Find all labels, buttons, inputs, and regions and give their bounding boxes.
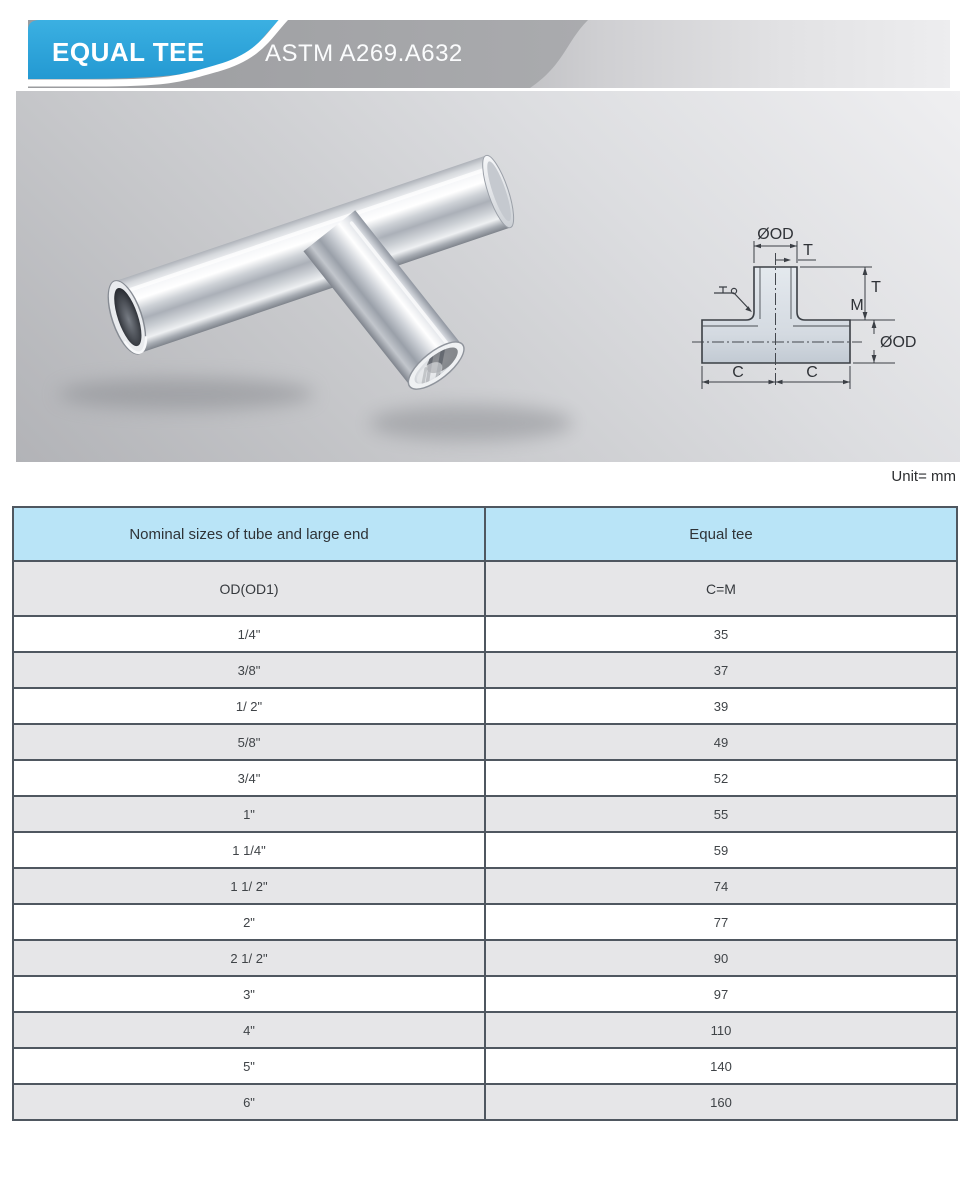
cell-size: 1 1/4" bbox=[13, 832, 485, 868]
table-header-row bbox=[13, 507, 957, 561]
table-row bbox=[13, 1012, 957, 1048]
dim-label-od-right: ØOD bbox=[880, 334, 917, 351]
dim-label-od-top: ØOD bbox=[757, 226, 794, 243]
cell-value: 90 bbox=[485, 940, 957, 976]
product-title-banner bbox=[28, 20, 950, 88]
table-row bbox=[13, 940, 957, 976]
cell-size: 1/4" bbox=[13, 616, 485, 652]
dim-label-c-right: C bbox=[806, 364, 818, 381]
cell-size: 5" bbox=[13, 1048, 485, 1084]
cell-size: 1" bbox=[13, 796, 485, 832]
cell-value: 52 bbox=[485, 760, 957, 796]
cell-value: 97 bbox=[485, 976, 957, 1012]
cell-value: 49 bbox=[485, 724, 957, 760]
table-row bbox=[13, 616, 957, 652]
standard-label: ASTM A269.A632 bbox=[265, 40, 463, 67]
cell-size: 4" bbox=[13, 1012, 485, 1048]
unit-label: Unit= mm bbox=[891, 468, 956, 485]
table-row bbox=[13, 868, 957, 904]
cell-size: 1 1/ 2" bbox=[13, 868, 485, 904]
table-row bbox=[13, 976, 957, 1012]
spec-table bbox=[12, 506, 958, 1121]
cell-value: 77 bbox=[485, 904, 957, 940]
product-image-panel bbox=[16, 91, 960, 462]
page-title: EQUAL TEE bbox=[52, 37, 205, 67]
subheader-od: OD(OD1) bbox=[13, 561, 485, 616]
cell-value: 74 bbox=[485, 868, 957, 904]
cell-value: 160 bbox=[485, 1084, 957, 1120]
cell-value: 140 bbox=[485, 1048, 957, 1084]
dim-label-t-top: T bbox=[803, 242, 813, 259]
photo-shadow bbox=[58, 378, 314, 410]
cell-size: 1/ 2" bbox=[13, 688, 485, 724]
cell-value: 39 bbox=[485, 688, 957, 724]
cell-value: 35 bbox=[485, 616, 957, 652]
table-body bbox=[13, 616, 957, 1120]
cell-size: 3/4" bbox=[13, 760, 485, 796]
weld-symbol bbox=[714, 287, 752, 312]
cell-value: 37 bbox=[485, 652, 957, 688]
table-row bbox=[13, 1084, 957, 1120]
col-header-nominal-sizes: Nominal sizes of tube and large end bbox=[13, 507, 485, 561]
cell-size: 2" bbox=[13, 904, 485, 940]
cell-size: 3/8" bbox=[13, 652, 485, 688]
table-subheader-row bbox=[13, 561, 957, 616]
cell-value: 110 bbox=[485, 1012, 957, 1048]
cell-value: 55 bbox=[485, 796, 957, 832]
dimension-diagram bbox=[690, 213, 966, 429]
photo-shadow bbox=[369, 405, 573, 441]
table-row bbox=[13, 724, 957, 760]
cell-size: 6" bbox=[13, 1084, 485, 1120]
table-row bbox=[13, 760, 957, 796]
subheader-cm: C=M bbox=[485, 561, 957, 616]
dim-label-m-right: M bbox=[850, 297, 864, 314]
cell-size: 5/8" bbox=[13, 724, 485, 760]
cell-value: 59 bbox=[485, 832, 957, 868]
dim-label-t-right: T bbox=[871, 279, 881, 296]
col-header-equal-tee: Equal tee bbox=[485, 507, 957, 561]
table-row bbox=[13, 652, 957, 688]
cell-size: 3" bbox=[13, 976, 485, 1012]
table-row bbox=[13, 832, 957, 868]
spec-table-container bbox=[12, 506, 958, 1121]
dim-label-c-left: C bbox=[732, 364, 744, 381]
cell-size: 2 1/ 2" bbox=[13, 940, 485, 976]
table-row bbox=[13, 796, 957, 832]
table-row bbox=[13, 904, 957, 940]
table-row bbox=[13, 1048, 957, 1084]
table-row bbox=[13, 688, 957, 724]
